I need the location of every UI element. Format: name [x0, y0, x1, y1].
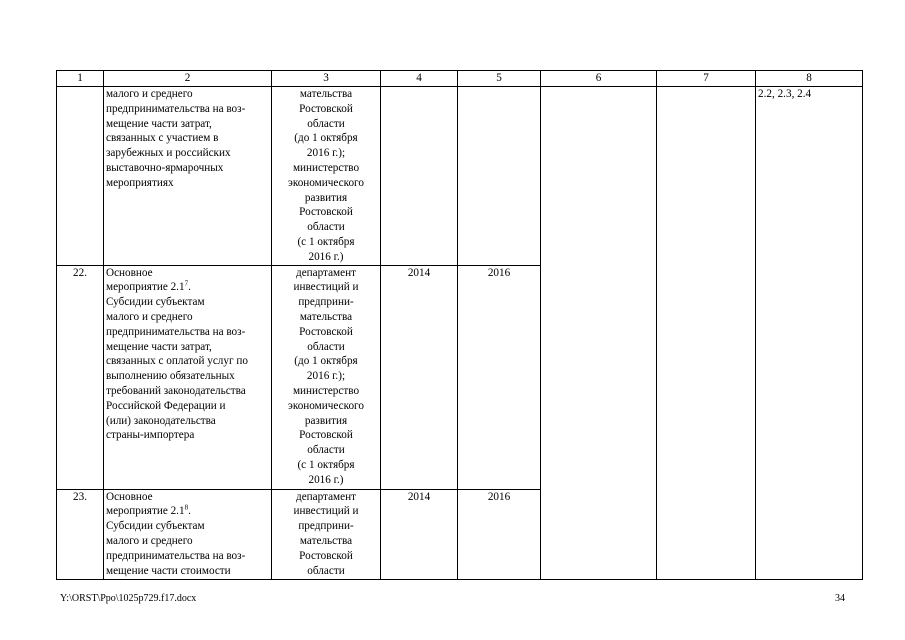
table-row [57, 87, 863, 266]
program-table [56, 70, 863, 580]
page-number: 34 [835, 593, 845, 604]
row-number [57, 87, 104, 266]
measure-title: Основное мероприятие 2.1 [106, 490, 185, 518]
start-year: 2014 [381, 489, 458, 579]
end-year [458, 87, 541, 266]
col7-merged-cell [657, 87, 756, 580]
header-cell-6: 6 [541, 71, 657, 87]
measure-description: Основное мероприятие $2.1^7$. Субсидии субъектам малого и среднего предпринимательства на воз- мещение части затрат, связанных с оплатой услуг по выполнению обязательных требований законодательства Российской Федерации и (или) законодательства страны-импортера [104, 265, 272, 489]
header-cell-2: 2 [104, 71, 272, 87]
header-cell-4: 4 [381, 71, 458, 87]
indicator-link-cell: 2.2, 2.3, 2.4 [756, 87, 863, 580]
measure-text: Субсидии субъектам малого и среднего предпринимательства на воз- мещение части затрат, связанных с оплатой услуг по выполнению обязательных требований законодательства Российской Федерации и (или) законодательства страны-импортера [106, 296, 248, 442]
header-cell-5: 5 [458, 71, 541, 87]
measure-text: Субсидии субъектам малого и среднего предпринимательства на воз- мещение части стоимости [106, 520, 246, 577]
end-year: 2016 [458, 489, 541, 579]
executor-cell: департамент инвестиций и предприни- мательства Ростовской области (до 1 октября 2016 г.); министерство экономического развития Ростовской области (с 1 октября 2016 г.) [272, 265, 381, 489]
footnote-marker: 7 [184, 279, 189, 288]
footer-file-path: Y:\ORST\Ppo\1025p729.f17.docx [60, 593, 197, 604]
col6-merged-cell [541, 87, 657, 580]
end-year: 2016 [458, 265, 541, 489]
header-cell-8: 8 [756, 71, 863, 87]
header-row [57, 71, 863, 87]
footnote-marker: 8 [184, 503, 189, 512]
measure-description: малого и среднего предпринимательства на воз- мещение части затрат, связанных с участием в зарубежных и российских выставочно-ярмарочных мероприятиях [104, 87, 272, 266]
header-cell-7: 7 [657, 71, 756, 87]
measure-description: Основное мероприятие $2.1^8$. Субсидии субъектам малого и среднего предпринимательства на воз- мещение части стоимости [104, 489, 272, 579]
executor-cell: департамент инвестиций и предприни- мательства Ростовской области [272, 489, 381, 579]
start-year: 2014 [381, 265, 458, 489]
row-number: 23. [57, 489, 104, 579]
header-cell-1: 1 [57, 71, 104, 87]
start-year [381, 87, 458, 266]
row-number: 22. [57, 265, 104, 489]
header-cell-3: 3 [272, 71, 381, 87]
executor-cell: мательства Ростовской области (до 1 октября 2016 г.); министерство экономического развития Ростовской области (с 1 октября 2016 г.) [272, 87, 381, 266]
measure-title: Основное мероприятие 2.1 [106, 266, 185, 294]
